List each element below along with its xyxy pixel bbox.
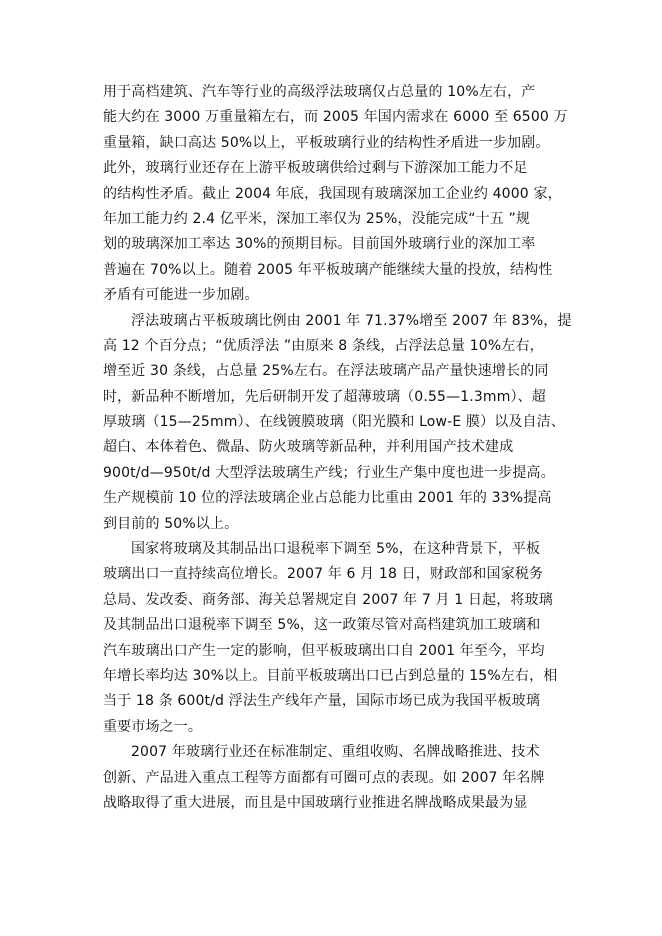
- text-line: 年增长率均达 30%以上。目前平板玻璃出口已占到总量的 15%左右，相: [103, 667, 558, 684]
- text-line: 总局、发改委、商务部、海关总署规定自 2007 年 7 月 1 日起，将玻璃: [103, 591, 553, 608]
- text-line: 能大约在 3000 万重量箱左右，而 2005 年国内需求在 6000 至 6500 万: [103, 109, 568, 126]
- paragraph: [103, 740, 571, 816]
- paragraph: [103, 537, 571, 740]
- text-line: 汽车玻璃出口产生一定的影响，但平板玻璃出口自 2001 年至今，平均: [103, 642, 545, 659]
- document-body: [103, 80, 571, 816]
- text-line: 矛盾有可能进一步加剧。: [103, 287, 259, 304]
- text-line: 900t/d—950t/d 大型浮法玻璃生产线；行业生产集中度也进一步提高。: [103, 464, 555, 481]
- text-line: 重要市场之一。: [103, 718, 203, 735]
- text-line: 厚玻璃（15—25mm）、在线镀膜玻璃（阳光膜和 Low-E 膜）以及自洁、: [103, 414, 565, 431]
- text-line: 增至近 30 条线，占总量 25%左右。在浮法玻璃产品产量快速增长的同: [103, 363, 549, 380]
- text-line: 战略取得了重大进展，而且是中国玻璃行业推进名牌战略成果最为显: [103, 794, 528, 811]
- text-line: 年加工能力约 2.4 亿平米，深加工率仅为 25%，没能完成“十五 ”规: [103, 210, 531, 227]
- text-line: 2007 年玻璃行业还在标准制定、重组收购、名牌战略推进、技术: [131, 744, 540, 761]
- paragraph: [103, 80, 571, 309]
- text-line: 超白、本体着色、微晶、防火玻璃等新品种，并利用国产技术建成: [103, 439, 514, 456]
- text-line: 浮法玻璃占平板玻璃比例由 2001 年 71.37%增至 2007 年 83%，提: [131, 312, 572, 329]
- text-line: 高 12 个百分点；“优质浮法 ”由原来 8 条线，占浮法总量 10%左右，: [103, 337, 544, 354]
- text-line: 玻璃出口一直持续高位增长。2007 年 6 月 18 日，财政部和国家税务: [103, 566, 544, 583]
- text-line: 当于 18 条 600t/d 浮法生产线年产量，国际市场已成为我国平板玻璃: [103, 693, 540, 710]
- text-line: 创新、产品进入重点工程等方面都有可圈可点的表现。如 2007 年名牌: [103, 769, 545, 786]
- text-line: 普遍在 70%以上。随着 2005 年平板玻璃产能继续大量的投放，结构性: [103, 261, 553, 278]
- text-line: 的结构性矛盾。截止 2004 年底，我国现有玻璃深加工企业约 4000 家，: [103, 185, 562, 202]
- text-line: 此外，玻璃行业还存在上游平板玻璃供给过剩与下游深加工能力不足: [103, 160, 528, 177]
- text-line: 国家将玻璃及其制品出口退税率下调至 5%，在这种背景下，平板: [131, 541, 541, 558]
- text-line: 重量箱，缺口高达 50%以上，平板玻璃行业的结构性矛盾进一步加剧。: [103, 134, 550, 151]
- text-line: 生产规模前 10 位的浮法玻璃企业占总能力比重由 2001 年的 33%提高: [103, 490, 552, 507]
- paragraph: [103, 309, 571, 538]
- text-line: 划的玻璃深加工率达 30%的预期目标。目前国外玻璃行业的深加工率: [103, 236, 536, 253]
- text-line: 及其制品出口退税率下调至 5%，这一政策尽管对高档建筑加工玻璃和: [103, 617, 541, 634]
- text-line: 到目前的 50%以上。: [103, 515, 239, 532]
- text-line: 用于高档建筑、汽车等行业的高级浮法玻璃仅占总量的 10%左右，产: [103, 84, 536, 100]
- text-line: 时，新品种不断增加，先后研制开发了超薄玻璃（0.55—1.3mm）、超: [103, 388, 546, 405]
